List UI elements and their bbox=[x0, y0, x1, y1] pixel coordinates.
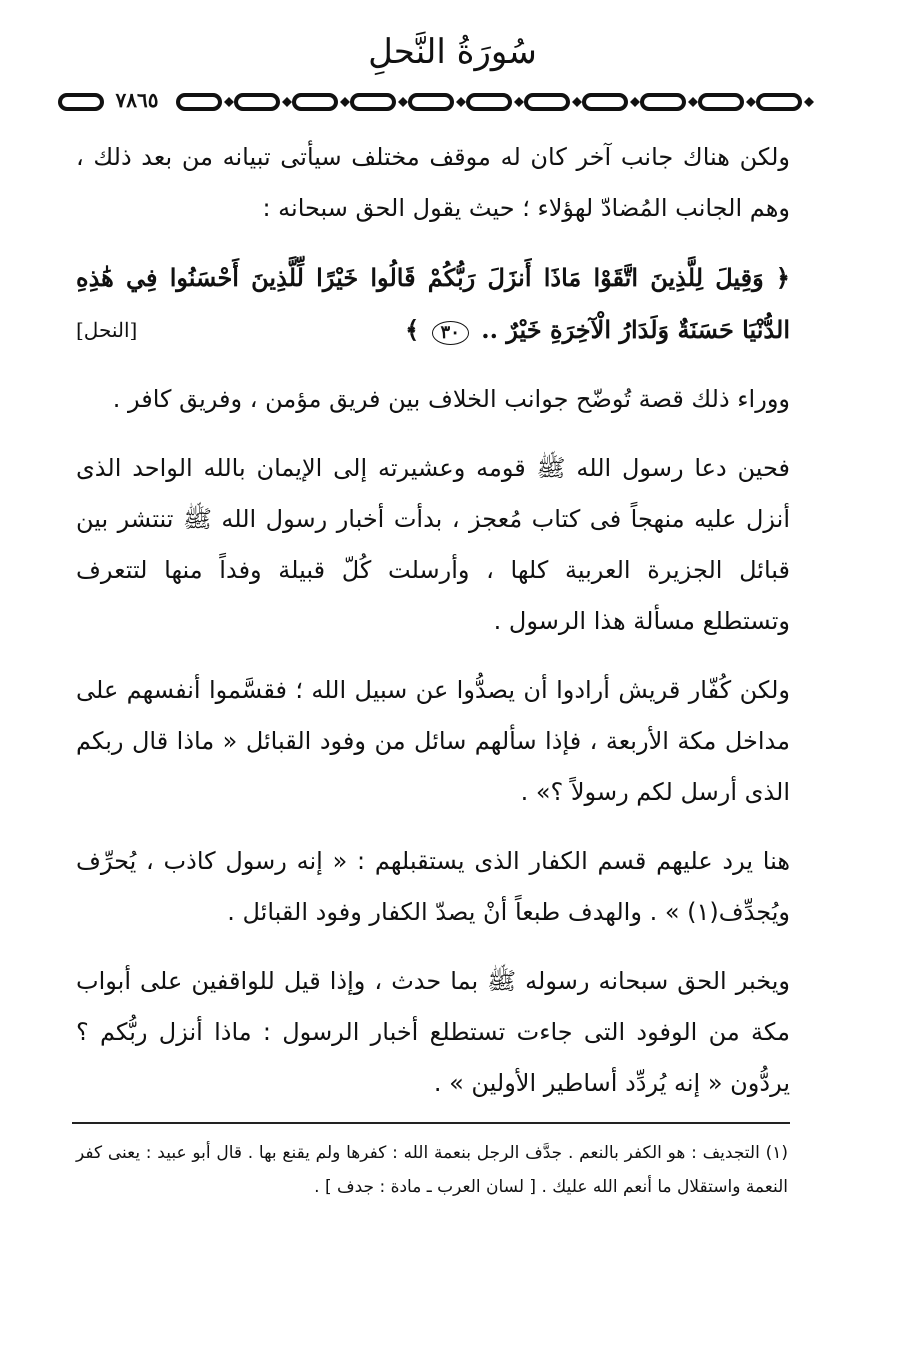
verse-text: ﴿ وَقِيلَ لِلَّذِينَ اتَّقَوْا مَاذَا أَنزَلَ رَبُّكُمْ قَالُوا خَيْرًا لِّلَّذِينَ أَحْسَنُوا فِي هَٰذِهِ الدُّنْيَا حَسَنَةٌ وَلَدَارُ الْآخِرَةِ خَيْرٌ .. bbox=[76, 263, 790, 344]
verse-close-bracket: ﴾ bbox=[405, 315, 420, 344]
surah-title: سُورَةُ النَّحلِ bbox=[368, 32, 537, 72]
surah-reference: [النحل] bbox=[76, 318, 138, 342]
footnote: (١) التجديف : هو الكفر بالنعم . جدَّف الرجل بنعمة الله : كفرها ولم يقنع بها . قال أبو عبيد : يعنى كفر النعمة واستقلال ما أنعم الله عليك . [ لسان العرب ـ مادة : جدف ] . bbox=[76, 1143, 788, 1197]
paragraph-3: فحين دعا رسول الله ﷺ قومه وعشيرته إلى الإيمان بالله الواحد الذى أنزل عليه منهجاً فى كتاب مُعجز ، بدأت أخبار رسول الله ﷺ تنتشر بين قبائل الجزيرة العربية كلها ، وأرسلت كُلّ قبيلة وفداً منها لتتعرف وتستطلع مسألة هذا الرسول . bbox=[76, 454, 790, 635]
verse-number: ٣٠ bbox=[432, 321, 469, 345]
paragraph-5: هنا يرد عليهم قسم الكفار الذى يستقبلهم : « إنه رسول كاذب ، يُحرِّف ويُجدِّف(١) » . والهدف طبعاً أنْ يصدّ الكفار وفود القبائل . bbox=[76, 847, 790, 926]
paragraph-4: ولكن كُفّار قريش أرادوا أن يصدُّوا عن سبيل الله ؛ فقسَّموا أنفسهم على مداخل مكة الأربعة ، فإذا سألهم سائل من وفود القبائل « ماذا قال ربكم الذى أرسل لكم رسولاً ؟» . bbox=[76, 676, 790, 806]
quran-verse bbox=[76, 252, 790, 356]
paragraph-2: ووراء ذلك قصة تُوضّح جوانب الخلاف بين فريق مؤمن ، وفريق كافر . bbox=[112, 385, 790, 413]
decorative-chain-border bbox=[58, 88, 818, 116]
main-text bbox=[76, 132, 790, 1109]
footnote-divider bbox=[72, 1122, 790, 1124]
paragraph-1: ولكن هناك جانب آخر كان له موقف مختلف سيأتى تبيانه من بعد ذلك ، وهم الجانب المُضادّ لهؤلاء ؛ حيث يقول الحق سبحانه : bbox=[76, 143, 790, 222]
page-number: ٧٨٦٥ bbox=[115, 88, 159, 112]
paragraph-6: ويخبر الحق سبحانه رسوله ﷺ بما حدث ، وإذا قيل للواقفين على أبواب مكة من الوفود التى جاءت تستطلع أخبار الرسول : ماذا أنزل ربُّكم ؟ يردُّون « إنه يُردِّد أساطير الأولين » . bbox=[76, 967, 790, 1097]
